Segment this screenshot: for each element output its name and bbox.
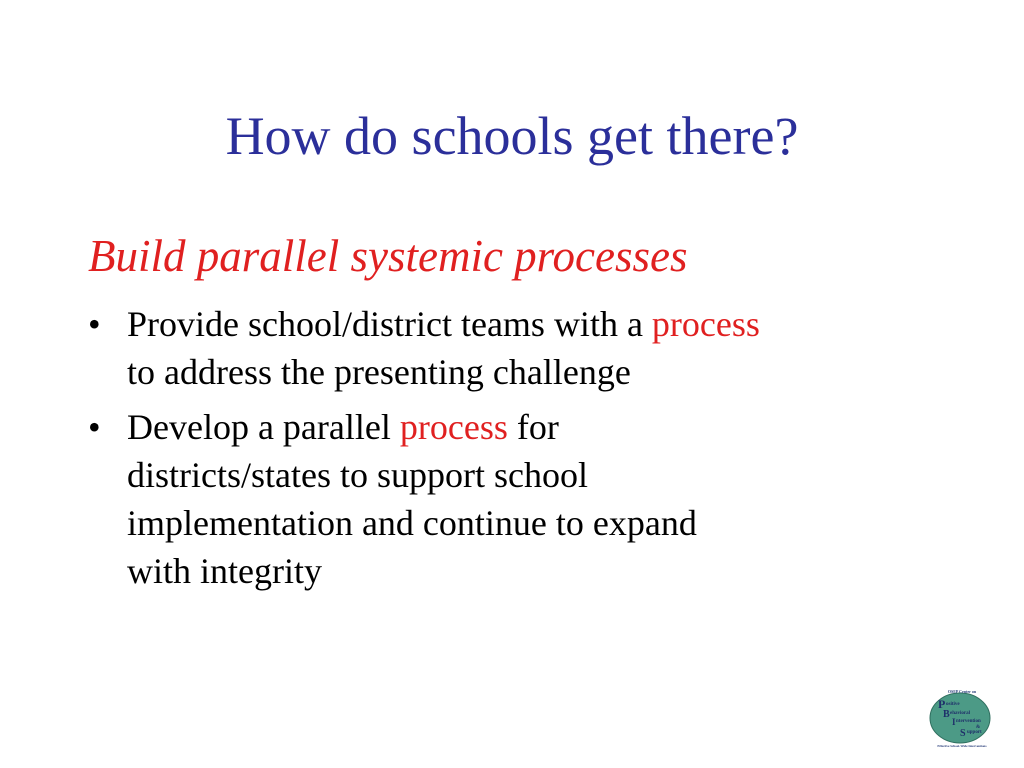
logo-letter-b: B [943,709,950,720]
pbis-logo-graphic [924,688,1000,748]
bullet-line: implementation and continue to expand [127,503,697,543]
bullet-line [127,300,958,348]
pbis-logo [924,688,1000,748]
logo-word-behavioral: ehavioral [950,711,970,716]
bullet-highlight: process [651,304,760,344]
logo-bottom-text: Effective School-Wide Interventions [937,744,987,748]
logo-word-positive: ositive [946,702,960,707]
logo-letter-i: I [952,717,956,727]
bullet-item [88,300,958,396]
slide-title: How do schools get there? [225,106,799,166]
logo-ampersand: & [976,725,981,730]
bullet-marker: • [88,407,101,447]
bullet-line: to address the presenting challenge [127,352,631,392]
logo-letter-s: S [960,728,966,739]
logo-word-support: upport [967,730,982,735]
bullet-list [88,300,958,602]
bullet-marker: • [88,304,101,344]
logo-top-text: OSEP Center on [947,689,977,694]
bullet-line: districts/states to support school [127,455,588,495]
bullet-highlight: process [399,407,508,447]
bullet-line: with integrity [127,551,322,591]
slide-subheading: Build parallel systemic processes [88,231,688,281]
bullet-text: Provide school/district teams with a [127,304,652,344]
bullet-text: Develop a parallel [127,407,400,447]
bullet-line [127,403,958,451]
logo-letter-p: P [938,697,946,711]
logo-word-intervention: ntervention [956,719,981,724]
bullet-text: for [507,407,559,447]
bullet-item [88,403,958,595]
